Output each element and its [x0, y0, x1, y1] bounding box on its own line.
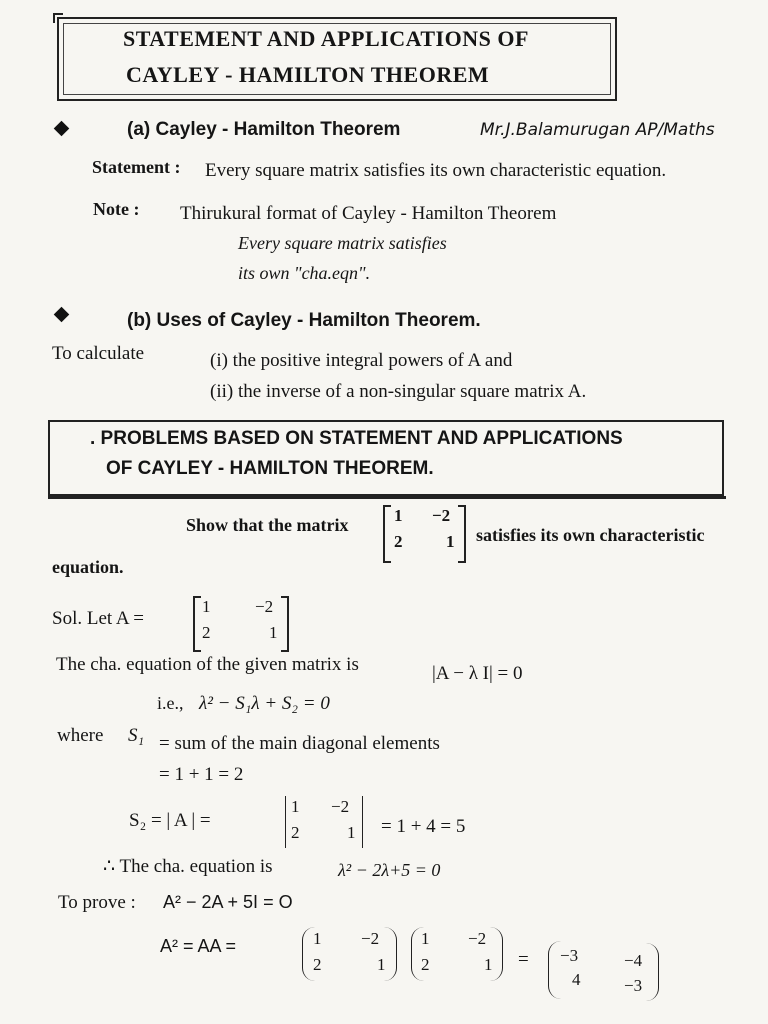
q-matrix-a12: −2 [432, 506, 451, 525]
q-matrix-a22: 1 [446, 532, 455, 551]
s2-lhs: S₂ = | A | = [129, 810, 211, 831]
det-a11: 1 [291, 797, 300, 816]
s1-def: = sum of the main diagonal elements [159, 733, 440, 754]
title-box-corner [53, 13, 63, 23]
problems-line1: . PROBLEMS BASED ON STATEMENT AND APPLICATIONS [90, 428, 623, 449]
s1-lhs: S₁ [128, 725, 145, 746]
question-end: equation. [52, 557, 124, 577]
note-label: Note : [93, 199, 140, 219]
matrix-bracket-right [458, 505, 466, 563]
s1-val: = 1 + 1 = 2 [159, 764, 244, 785]
q-matrix-a11: 1 [394, 506, 403, 525]
res-r22: −3 [624, 976, 643, 995]
uses-lead: To calculate [52, 343, 145, 364]
p1-a12: −2 [361, 929, 380, 948]
where-label: where [57, 725, 104, 746]
det-a12: −2 [331, 797, 350, 816]
title-line2: CAYLEY - HAMILTON THEOREM [126, 62, 490, 87]
matrix-bracket-left [193, 596, 201, 652]
det-bar-right [362, 796, 363, 848]
res-r21: 4 [572, 970, 581, 989]
paren-right [490, 927, 503, 981]
section-a-heading: (a) Cayley - Hamilton Theorem [127, 119, 401, 140]
question-post: satisfies its own characteristic [476, 525, 705, 545]
sol-let: Sol. Let A = [52, 608, 145, 629]
matrix-bracket-left [383, 505, 391, 563]
question-pre: Show that the matrix [186, 515, 349, 535]
p2-a12: −2 [468, 929, 487, 948]
p1-a22: 1 [377, 955, 386, 974]
ie-equation: λ² − S₁λ + S₂ = 0 [199, 693, 330, 714]
uses-item2: (ii) the inverse of a non-singular square matrix A. [210, 381, 587, 402]
q-matrix-a21: 2 [394, 532, 403, 551]
to-prove-label: To prove : [58, 892, 136, 913]
det-a22: 1 [347, 823, 356, 842]
det-bar-left [285, 796, 286, 848]
therefore-eq: λ² − 2λ+5 = 0 [338, 860, 441, 880]
problems-box-shadow [48, 496, 726, 499]
a-matrix-a11: 1 [202, 597, 211, 616]
matrix-bracket-right [281, 596, 289, 652]
res-r12: −4 [624, 951, 643, 970]
res-r11: −3 [560, 946, 579, 965]
bullet-diamond-icon [54, 121, 70, 137]
statement-text: Every square matrix satisfies its own characteristic equation. [205, 160, 667, 181]
a-matrix-a22: 1 [269, 623, 278, 642]
det-a21: 2 [291, 823, 300, 842]
bullet-diamond-icon [54, 307, 70, 323]
a-matrix-a12: −2 [255, 597, 274, 616]
statement-label: Statement : [92, 157, 181, 177]
equals-sign: = [518, 949, 529, 970]
a2-lhs: A² = AA = [160, 936, 237, 956]
kural-line1: Every square matrix satisfies [238, 233, 447, 253]
kural-line2: its own "cha.eqn". [238, 263, 371, 283]
paren-right [646, 943, 659, 1001]
ie-pre: i.e., [157, 693, 184, 713]
to-prove-eq: A² − 2A + 5I = O [163, 892, 293, 912]
p2-a22: 1 [484, 955, 493, 974]
det-expr: |A − λ I| = 0 [432, 663, 523, 684]
p2-a11: 1 [421, 929, 430, 948]
cha-line: The cha. equation of the given matrix is [56, 654, 359, 675]
title-line1: STATEMENT AND APPLICATIONS OF [123, 26, 529, 51]
note-text: Thirukural format of Cayley - Hamilton Theorem [180, 203, 557, 224]
author-note: Mr.J.Balamurugan AP/Maths [480, 120, 715, 140]
p1-a21: 2 [313, 955, 322, 974]
s2-val: = 1 + 4 = 5 [381, 816, 466, 837]
therefore-line: ∴ The cha. equation is [103, 856, 273, 877]
a-matrix-a21: 2 [202, 623, 211, 642]
section-b-heading: (b) Uses of Cayley - Hamilton Theorem. [127, 310, 481, 331]
problems-line2: OF CAYLEY - HAMILTON THEOREM. [106, 458, 434, 479]
p1-a11: 1 [313, 929, 322, 948]
p2-a21: 2 [421, 955, 430, 974]
paren-right [384, 927, 397, 981]
uses-item1: (i) the positive integral powers of A and [210, 350, 513, 371]
